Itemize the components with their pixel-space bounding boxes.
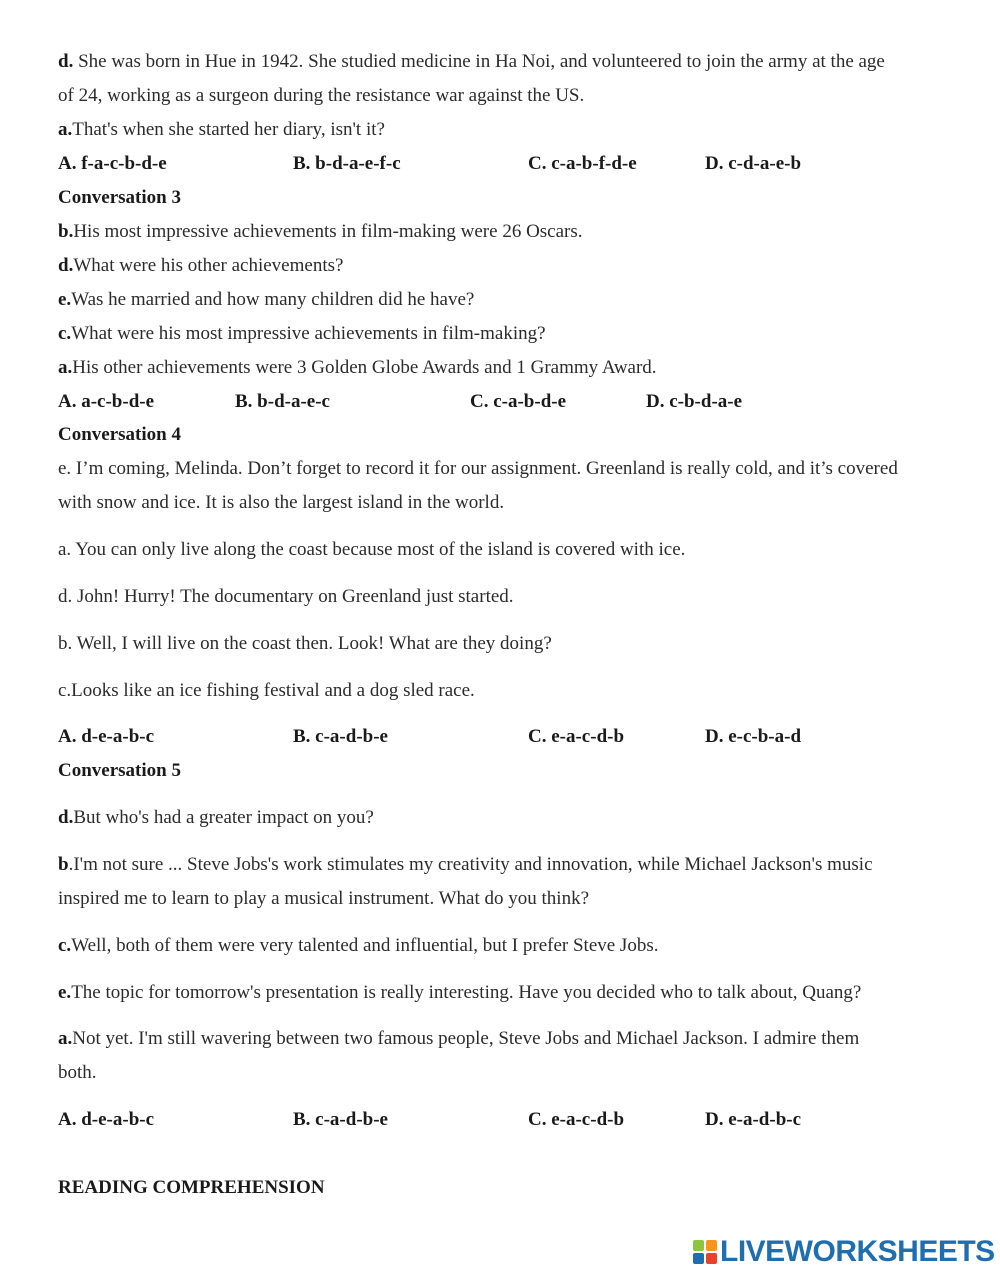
- liveworksheets-logo[interactable]: [693, 1236, 995, 1268]
- conv5-option-d[interactable]: D. e-a-d-b-c: [705, 1109, 802, 1130]
- conv3-option-d[interactable]: D. c-b-d-a-e: [646, 391, 743, 412]
- conv4-option-b[interactable]: B. c-a-d-b-e: [293, 726, 388, 747]
- conv5-a-line1: [58, 1027, 859, 1051]
- conv5-b-line1: [58, 853, 873, 877]
- section-heading: READING COMPREHENSION: [58, 1177, 325, 1198]
- conv5-d-letter: d.: [58, 807, 74, 828]
- conv3-line-e-text: Was he married and how many children did he have?: [71, 289, 475, 310]
- conv3-line-d: [58, 254, 343, 278]
- conv3-title: Conversation 3: [58, 187, 181, 208]
- conv3-line-c: [58, 322, 546, 346]
- conv4-d-line: d. John! Hurry! The documentary on Greenland just started.: [58, 586, 514, 607]
- conv5-d-line: [58, 806, 374, 830]
- conv3-line-b-letter: b.: [58, 221, 74, 242]
- conv3-line-e-letter: e.: [58, 289, 72, 310]
- conv5-title: Conversation 5: [58, 760, 181, 781]
- logo-mark-red: [706, 1253, 717, 1264]
- conv4-b-line: b. Well, I will live on the coast then. Look! What are they doing?: [58, 633, 552, 654]
- conv2-option-c[interactable]: C. c-a-b-f-d-e: [528, 153, 637, 174]
- conv3-line-d-letter: d.: [58, 255, 74, 276]
- conv4-option-c[interactable]: C. e-a-c-d-b: [528, 726, 625, 747]
- conv5-a-line2: both.: [58, 1062, 97, 1083]
- conv3-line-a-letter: a.: [58, 357, 73, 378]
- conv4-a-line: a. You can only live along the coast because most of the island is covered with ice.: [58, 539, 686, 560]
- conv4-option-a[interactable]: A. d-e-a-b-c: [58, 726, 155, 747]
- conv4-e-line2: with snow and ice. It is also the largest island in the world.: [58, 492, 505, 513]
- conv5-a-text: Not yet. I'm still wavering between two famous people, Steve Jobs and Michael Jackson. I admire them: [72, 1028, 860, 1049]
- conv2-a-letter: a.: [58, 119, 73, 140]
- conv5-c-letter: c.: [58, 935, 72, 956]
- conv5-a-letter: a.: [58, 1028, 73, 1049]
- logo-mark-icon: [693, 1240, 717, 1264]
- conv3-line-e: [58, 288, 474, 312]
- conv2-option-d[interactable]: D. c-d-a-e-b: [705, 153, 802, 174]
- conv2-a-text: That's when she started her diary, isn't it?: [72, 119, 385, 140]
- conv3-option-b[interactable]: B. b-d-a-e-c: [235, 391, 330, 412]
- logo-mark-blue: [693, 1253, 704, 1264]
- conv5-option-c[interactable]: C. e-a-c-d-b: [528, 1109, 625, 1130]
- conv5-option-b[interactable]: B. c-a-d-b-e: [293, 1109, 388, 1130]
- conv3-line-b-text: His most impressive achievements in film-making were 26 Oscars.: [73, 221, 583, 242]
- logo-mark-orange: [706, 1240, 717, 1251]
- conv5-b-line2: inspired me to learn to play a musical instrument. What do you think?: [58, 888, 590, 909]
- conv5-e-letter: e.: [58, 982, 72, 1003]
- conv5-b-text: .I'm not sure ... Steve Jobs's work stimulates my creativity and innovation, while Michael Jackson's music: [68, 854, 873, 875]
- conv3-line-b: [58, 220, 583, 244]
- conv5-c-text: Well, both of them were very talented and influential, but I prefer Steve Jobs.: [71, 935, 659, 956]
- conv2-option-b[interactable]: B. b-d-a-e-f-c: [293, 153, 401, 174]
- conv3-line-a: [58, 356, 657, 380]
- conv4-title: Conversation 4: [58, 424, 181, 445]
- conv3-option-a[interactable]: A. a-c-b-d-e: [58, 391, 155, 412]
- conv2-d-line2: of 24, working as a surgeon during the resistance war against the US.: [58, 85, 585, 106]
- conv2-d-line1: [58, 50, 885, 74]
- conv5-d-text: But who's had a greater impact on you?: [73, 807, 374, 828]
- conv5-option-a[interactable]: A. d-e-a-b-c: [58, 1109, 155, 1130]
- conv5-e-line: [58, 981, 861, 1005]
- conv2-option-a[interactable]: A. f-a-c-b-d-e: [58, 153, 167, 174]
- conv4-option-d[interactable]: D. e-c-b-a-d: [705, 726, 802, 747]
- conv2-d-text: She was born in Hue in 1942. She studied medicine in Ha Noi, and volunteered to join the army at the age: [73, 51, 885, 72]
- conv3-line-d-text: What were his other achievements?: [73, 255, 344, 276]
- conv4-c-line: c.Looks like an ice fishing festival and a dog sled race.: [58, 680, 475, 701]
- conv2-a-line: [58, 118, 385, 142]
- conv3-line-a-text: His other achievements were 3 Golden Globe Awards and 1 Grammy Award.: [72, 357, 657, 378]
- conv3-line-c-text: What were his most impressive achievements in film-making?: [71, 323, 546, 344]
- conv5-b-letter: b: [58, 854, 69, 875]
- conv3-option-c[interactable]: C. c-a-b-d-e: [470, 391, 567, 412]
- conv2-d-letter: d.: [58, 51, 74, 72]
- logo-mark-green: [693, 1240, 704, 1251]
- logo-text: LIVEWORKSHEETS: [720, 1235, 995, 1268]
- conv5-e-text: The topic for tomorrow's presentation is really interesting. Have you decided who to talk about, Quang?: [71, 982, 862, 1003]
- conv3-line-c-letter: c.: [58, 323, 72, 344]
- conv5-c-line: [58, 934, 658, 958]
- conv4-e-line1: e. I’m coming, Melinda. Don’t forget to record it for our assignment. Greenland is really cold, and it’s covered: [58, 458, 898, 479]
